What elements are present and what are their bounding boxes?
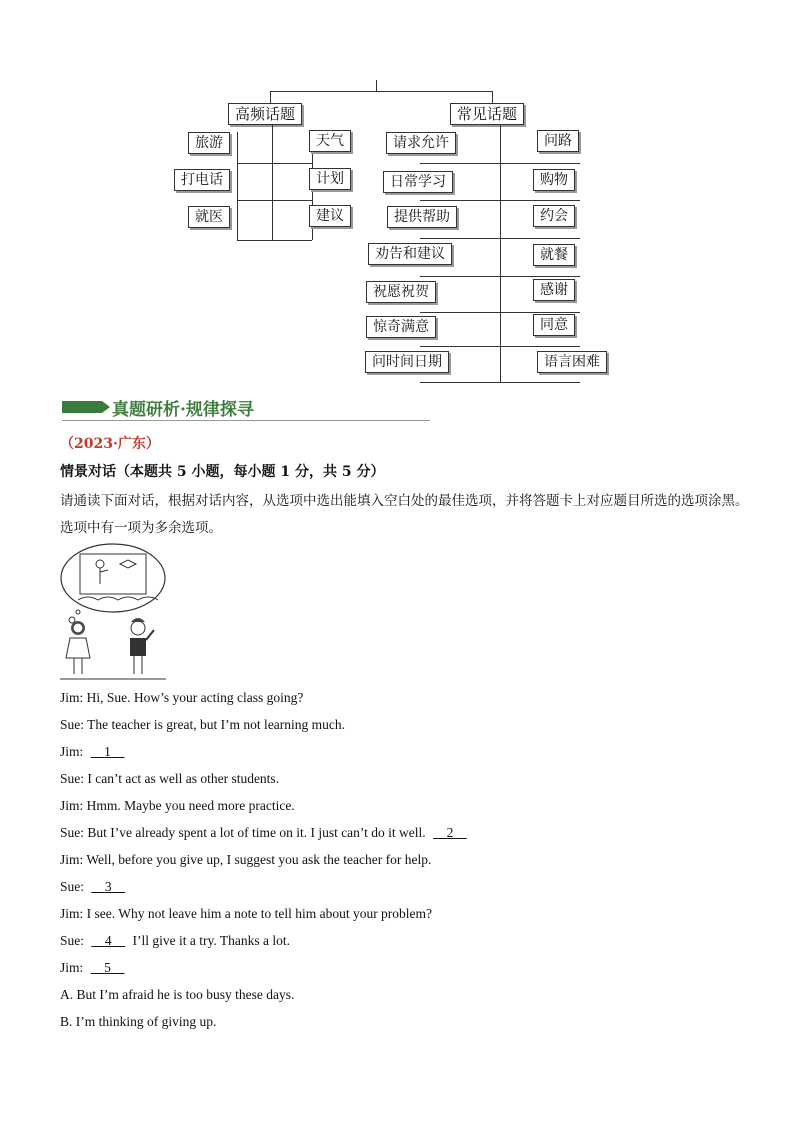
connector [420,276,580,277]
dialogue-line: Jim: Well, before you give up, I suggest you ask the teacher for help. [60,852,432,867]
topic-item: 建议 [309,205,351,227]
connector [492,91,493,103]
dialogue-line: Sue: I can’t act as well as other students. [60,771,280,786]
option-b[interactable]: B. I’m thinking of giving up. [60,1014,217,1029]
topic-item: 感谢 [533,279,575,301]
section-marker [102,401,110,413]
connector [272,240,312,241]
connector [420,382,580,383]
dialogue-line: Jim: 5 [60,960,128,976]
answer-blank[interactable]: 3 [104,879,112,894]
topic-item: 天气 [309,130,351,152]
topic-item: 旅游 [188,132,230,154]
answer-blank[interactable]: 5 [104,960,111,975]
dialogue-line: Sue: But I’ve already spent a lot of time on it. I just can’t do it well. 2 [60,825,471,841]
topic-item: 就餐 [533,244,575,266]
answer-blank[interactable]: 1 [104,744,111,759]
answer-blank[interactable]: 2 [446,825,454,840]
topic-item: 语言困难 [537,351,607,373]
topic-item: 约会 [533,205,575,227]
connector [237,200,312,201]
connector [237,163,312,164]
dialogue-illustration [58,542,168,682]
question-source: （2023·广东） [60,436,160,452]
answer-blank[interactable]: 4 [104,933,112,948]
dialogue-line: Jim: 1 [60,744,128,760]
instruction-text: 请通读下面对话，根据对话内容，从选项中选出能填入空白处的最佳选项，并将答题卡上对应题目所选的选项涂黑。选项中有一项为多余选项。 [60,493,749,536]
topic-item: 祝愿祝贺 [366,281,436,303]
section-marker [62,401,102,413]
dialogue-line: Jim: I see. Why not leave him a note to tell him about your problem? [60,906,433,921]
topic-item: 打电话 [174,169,230,191]
section-title: 真题研析·规律探寻 [112,400,254,420]
topic-item: 问路 [537,130,579,152]
left-title: 高频话题 [228,103,302,125]
dialogue-line: Sue: The teacher is great, but I’m not learning much. [60,717,346,732]
connector [270,91,271,103]
connector [272,124,273,240]
topic-item: 就医 [188,206,230,228]
connector [420,163,580,164]
connector [420,312,580,313]
connector [237,132,238,240]
dialogue-line: Jim: Hmm. Maybe you need more practice. [60,798,295,813]
connector [237,240,272,241]
topic-item: 购物 [533,169,575,191]
topic-item: 提供帮助 [387,206,457,228]
connector [420,346,580,347]
topic-item: 劝告和建议 [368,243,452,265]
topic-item: 同意 [533,314,575,336]
option-a[interactable]: A. But I’m afraid he is too busy these days. [60,987,295,1002]
dialogue-line: Sue: 4 I’ll give it a try. Thanks a lot. [60,933,290,948]
connector [270,91,492,92]
topic-item: 惊奇满意 [366,316,436,338]
connector [420,238,580,239]
connector [420,200,580,201]
question-heading: 情景对话（本题共 5 小题，每小题 1 分，共 5 分） [60,464,385,480]
topic-item: 请求允许 [386,132,456,154]
topic-item: 日常学习 [383,171,453,193]
dialogue-line: Sue: 3 [60,879,129,895]
dialogue-line: Jim: Hi, Sue. How’s your acting class going? [60,690,304,705]
topic-item: 问时间日期 [365,351,449,373]
right-title: 常见话题 [450,103,524,125]
topic-item: 计划 [309,168,351,190]
divider [62,420,430,421]
